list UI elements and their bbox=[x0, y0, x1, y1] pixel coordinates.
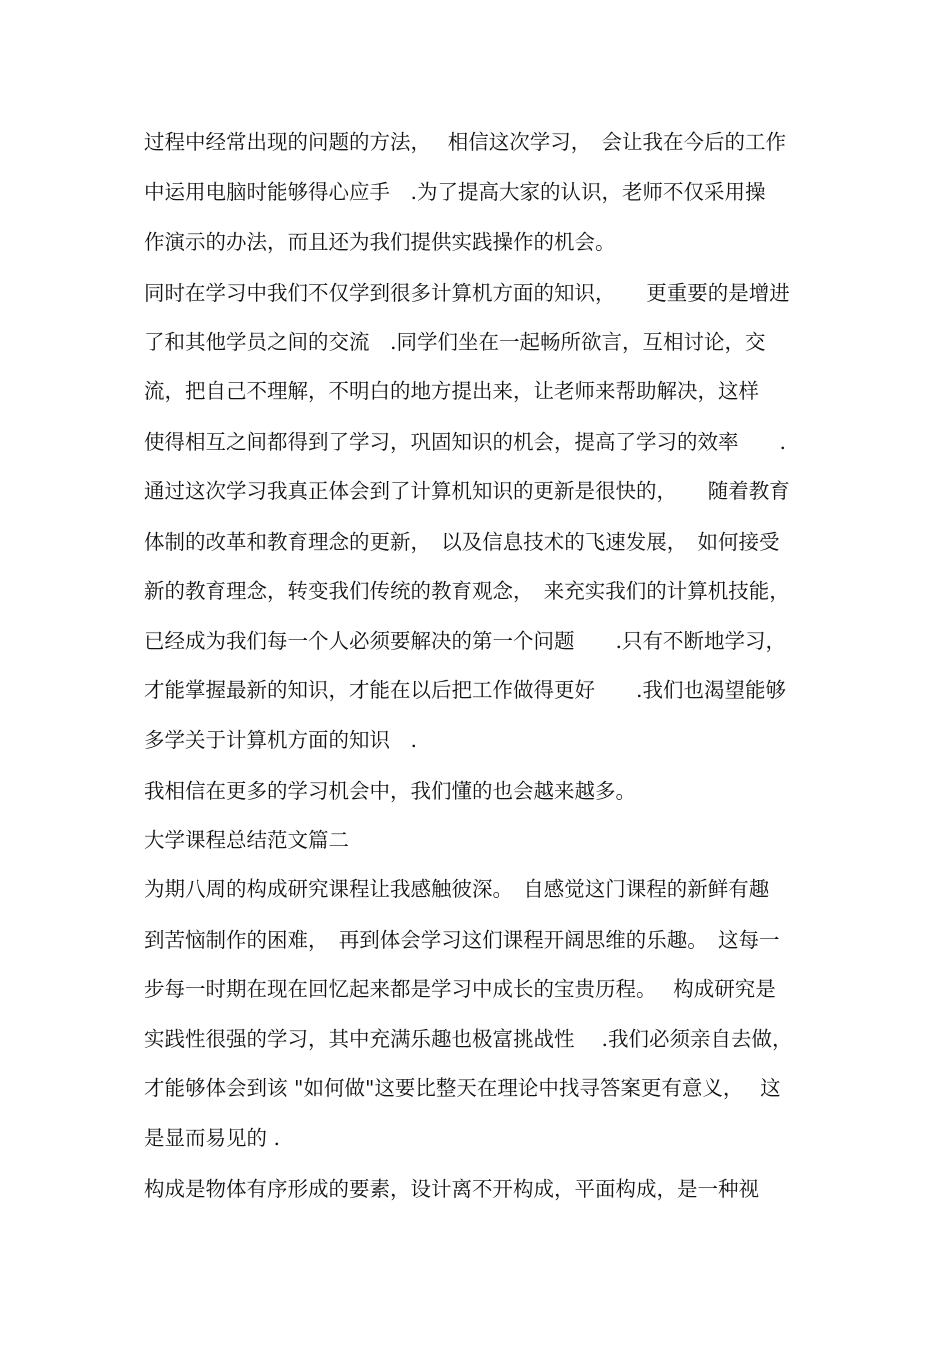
text-line: 才能掌握最新的知识，才能在以后把工作做得更好 .我们也渴望能够 bbox=[144, 678, 787, 702]
text-line: 才能够体会到该 "如何做"这要比整天在理论中找寻答案更有意义， 这 bbox=[144, 1076, 781, 1100]
text-line: 新的教育理念，转变我们传统的教育观念， 来充实我们的计算机技能， bbox=[144, 579, 790, 603]
text-line: 过程中经常出现的问题的方法， 相信这次学习， 会让我在今后的工作 bbox=[144, 130, 787, 154]
text-line: 多学关于计算机方面的知识 . bbox=[144, 728, 418, 752]
section-heading: 大学课程总结范文篇二 bbox=[144, 828, 349, 852]
text-line: 到苦恼制作的困难， 再到体会学习这们课程开阔思维的乐趣。 这每一 bbox=[144, 928, 780, 952]
text-line: 实践性很强的学习，其中充满乐趣也极富挑战性 .我们必须亲自去做， bbox=[144, 1027, 793, 1051]
text-line: 为期八周的构成研究课程让我感触彼深。 自感觉这门课程的新鲜有趣 bbox=[144, 877, 770, 901]
text-line: 作演示的办法，而且还为我们提供实践操作的机会。 bbox=[144, 230, 616, 254]
text-line: 体制的改革和教育理念的更新， 以及信息技术的飞速发展， 如何接受 bbox=[144, 530, 780, 554]
text-line: 通过这次学习我真正体会到了计算机知识的更新是很快的， 随着教育 bbox=[144, 479, 790, 503]
text-line: 我相信在更多的学习机会中，我们懂的也会越来越多。 bbox=[144, 779, 636, 803]
text-line: 使得相互之间都得到了学习，巩固知识的机会，提高了学习的效率 . bbox=[144, 430, 787, 454]
text-line: 了和其他学员之间的交流 .同学们坐在一起畅所欲言，互相讨论，交 bbox=[144, 330, 766, 354]
text-line: 流，把自己不理解，不明白的地方提出来，让老师来帮助解决，这样 bbox=[144, 379, 759, 403]
text-line: 已经成为我们每一个人必须要解决的第一个问题 .只有不断地学习， bbox=[144, 629, 787, 653]
text-line: 是显而易见的 . bbox=[144, 1126, 281, 1150]
text-line: 同时在学习中我们不仅学到很多计算机方面的知识， 更重要的是增进 bbox=[144, 281, 790, 305]
text-line: 步每一时期在现在回忆起来都是学习中成长的宝贵历程。 构成研究是 bbox=[144, 977, 776, 1001]
text-line: 构成是物体有序形成的要素，设计离不开构成，平面构成，是一种视 bbox=[144, 1177, 759, 1201]
text-line: 中运用电脑时能够得心应手 .为了提高大家的认识，老师不仅采用操 bbox=[144, 180, 766, 204]
